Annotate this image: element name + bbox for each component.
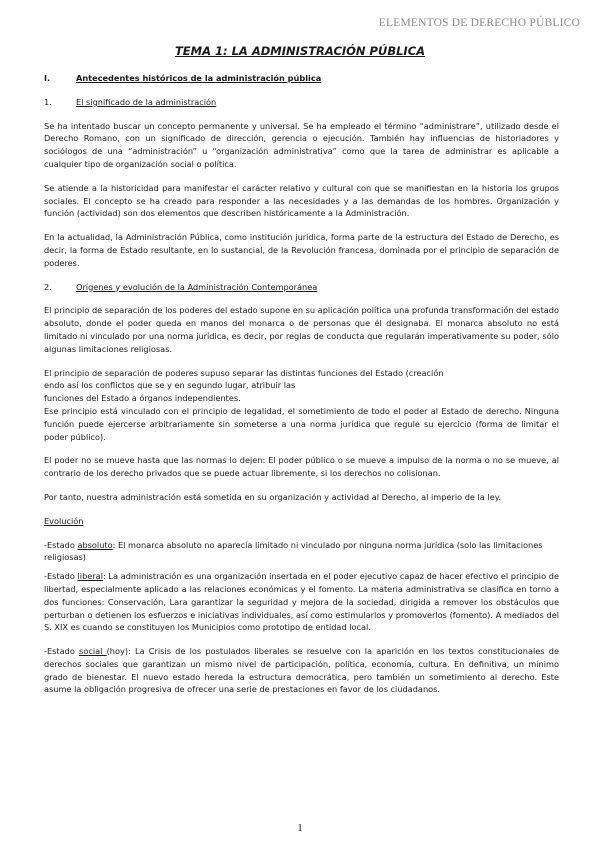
- estado-absoluto-item: [44, 539, 559, 565]
- paragraph: Se atiende a la historicidad para manifestar el carácter relativo y cultural con que se manifiestan en la historia los grupos sociales. El concepto se ha creado para responder a las necesidades y a las demandas de los hombres. Organización y función (actividad) son dos elementos que describen históricamente a la Administración.: [44, 182, 559, 219]
- document-title: TEMA 1: LA ADMINISTRACIÓN PÚBLICA: [174, 44, 426, 58]
- item-keyword: social: [79, 646, 107, 657]
- item-prefix: -Estado: [44, 539, 78, 550]
- running-header: ELEMENTOS DE DERECHO PÚBLICO: [378, 17, 580, 29]
- subsection-title: Orígenes y evolución de la Administración Contemporánea: [76, 281, 318, 292]
- paragraph-block: [44, 367, 559, 444]
- document-body: [44, 72, 559, 696]
- estado-social-item: [44, 645, 559, 696]
- subsection-title: El significado de la administración: [76, 96, 217, 107]
- subsection-number: 2.: [44, 281, 52, 292]
- section-title: Antecedentes históricos de la administración pública: [76, 73, 322, 83]
- subsection-number: 1.: [44, 96, 52, 107]
- item-keyword: liberal: [77, 571, 103, 582]
- paragraph: Por tanto, nuestra administración está sometida en su organización y actividad al Derecho, al imperio de la ley.: [44, 491, 502, 502]
- paragraph-line: endo así los conflictos que se y en segundo lugar, atribuir las: [44, 380, 296, 391]
- item-keyword: absoluto: [77, 539, 113, 550]
- paragraph: Se ha intentado buscar un concepto permanente y universal. Se ha empleado el término “administrare”, utilizado desde el Derecho Romano, con un significado de dirección, gerencia o ejecución. También hay influencias de historiadores y sociólogos de una “administración” u “organización administrativa” como que la tarea de administrar es aplicable a cualquier tipo de organización social o política.: [44, 120, 559, 169]
- paragraph: En la actualidad, la Administración Pública, como institución jurídica, forma parte de la estructura del Estado de Derecho, es decir, la forma de Estado resultante, en lo sustancial, de la Revolución francesa, dominada por el principio de separación de poderes.: [44, 232, 559, 268]
- subsection-heading-2: [44, 281, 559, 294]
- paragraph-line: Ese principio está vinculado con el principio de legalidad, el sometimiento de todo el poder al Estado de derecho. Ninguna función puede ejercerse arbitrariamente sin someterse a una norma jurídica que regule su ejercicio (forma de limitar el poder público).: [44, 405, 559, 442]
- paragraph: El poder no se mueve hasta que las normas lo dejen: El poder público o se mueve a impulso de la norma o no se mueve, al contrario de los derecho privados que se puede actuar libremente, si los derechos no colisionan.: [44, 455, 559, 479]
- paragraph-line: funciones del Estado a órganos independientes.: [44, 393, 241, 404]
- section-heading-1: [44, 72, 559, 85]
- item-prefix: -Estado: [44, 571, 78, 582]
- page-number: 1: [297, 822, 303, 834]
- item-text: : El monarca absoluto no aparecía limitado ni vinculado por ninguna norma jurídica (solo las limitaciones religiosas): [44, 539, 543, 563]
- item-prefix: -Estado: [44, 646, 80, 657]
- evolucion-heading: Evolución: [44, 515, 84, 526]
- estado-liberal-item: [44, 570, 559, 634]
- item-text: (hoy): La Crisis de los postulados liberales se resuelve con la aparición en los textos constitucionales de derechos sociales que garantizan un mismo nivel de participación, política, economía, cultura. En definitiva, un mínimo grado de bienestar. El nuevo estado hereda la estructura democrática, pero también un sometimiento al derecho. Este asume la obligación progresiva de ofrecer una serie de prestaciones en favor de los ciudadanos.: [44, 646, 559, 695]
- subsection-heading-1: [44, 96, 559, 109]
- paragraph: El principio de separación de los poderes del estado supone en su aplicación política una profunda transformación del estado absoluto, donde el poder queda en manos del monarca o de personas que él designaba. El monarca absoluto no está limitado ni vinculado por una norma jurídica, es decir, por reglas de conducta que regularán imperativamente su poder, sólo algunas limitaciones religiosas.: [44, 305, 559, 354]
- paragraph-line: El principio de separación de poderes supuso separar las distintas funciones del Estado (creación: [44, 367, 444, 378]
- item-text: : La administración es una organización insertada en el poder ejecutivo capaz de hacer efectivo el principio de libertad, especialmente aplicado a las relaciones económicas y el fomento. La materia administrativa se clasifica en torno a dos funciones: Conservación, Lara garantizar la seguridad y mejora de la sociedad, dirigida a remover los obstáculos que perturban o detienen los esfuerzos e iniciativas individuales, así como estimularlos y promoverlos (fomento). A mediados del S. XIX es cuando se constituyen los Municipios como prototipo de entidad local.: [44, 571, 560, 633]
- section-number: I.: [44, 73, 51, 83]
